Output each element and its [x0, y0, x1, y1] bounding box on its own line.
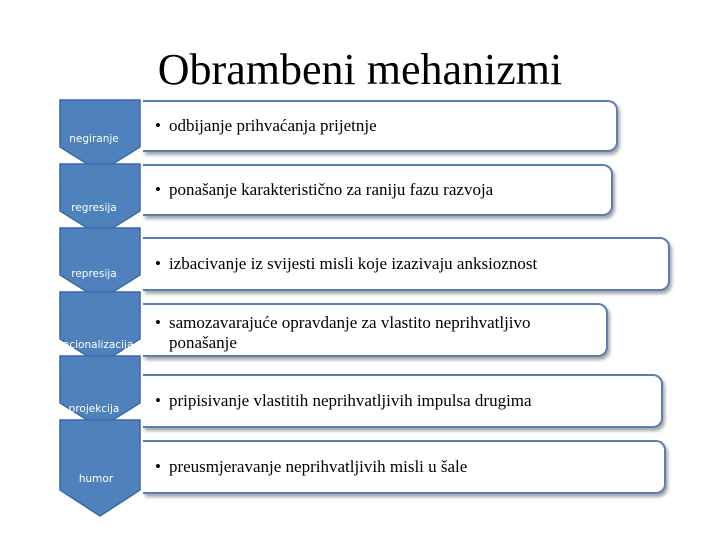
description-text: odbijanje prihvaćanja prijetnje	[168, 116, 377, 135]
chevron-shape	[60, 356, 140, 428]
slide-title: Obrambeni mehanizmi	[157, 45, 563, 94]
description-text: izbacivanje iz svijesti misli koje izazivaju anksioznost	[168, 254, 538, 273]
description-text: samozavarajuće opravdanje za vlastito neprihvatljivo ponašanje	[168, 313, 531, 352]
description-box-racionalizacija: • samozavarajuće opravdanje za vlastito neprihvatljivo ponašanje	[143, 303, 608, 357]
description-box-projekcija: • pripisivanje vlastitih neprihvatljivih impulsa drugima	[143, 374, 663, 428]
chevron-shape	[60, 292, 140, 364]
stage-label-projekcija: projekcija	[68, 403, 120, 415]
description-box-humor: • preusmjeravanje neprihvatljivih misli u šale	[143, 440, 666, 494]
chevron-shape	[60, 164, 140, 236]
stage-label-negiranje: negiranje	[69, 133, 119, 145]
description-box-represija: • izbacivanje iz svijesti misli koje izazivaju anksioznost	[143, 237, 670, 291]
chevron-shape	[60, 228, 140, 300]
description-box-regresija: • ponašanje karakteristično za raniju fazu razvoja	[143, 164, 613, 216]
description-text: ponašanje karakteristično za raniju fazu razvoja	[168, 180, 494, 199]
stage-label-represija: represija	[71, 268, 117, 280]
description-text: preusmjeravanje neprihvatljivih misli u šale	[168, 457, 468, 476]
stage-label-humor: humor	[78, 473, 114, 485]
description-text: pripisivanje vlastitih neprihvatljivih impulsa drugima	[168, 391, 532, 410]
stage-label-racionalizacija: racionalizacija	[58, 339, 134, 351]
stage-label-regresija: regresija	[71, 202, 117, 214]
chevron-shape	[60, 420, 140, 516]
description-box-negiranje: • odbijanje prihvaćanja prijetnje	[143, 100, 618, 152]
